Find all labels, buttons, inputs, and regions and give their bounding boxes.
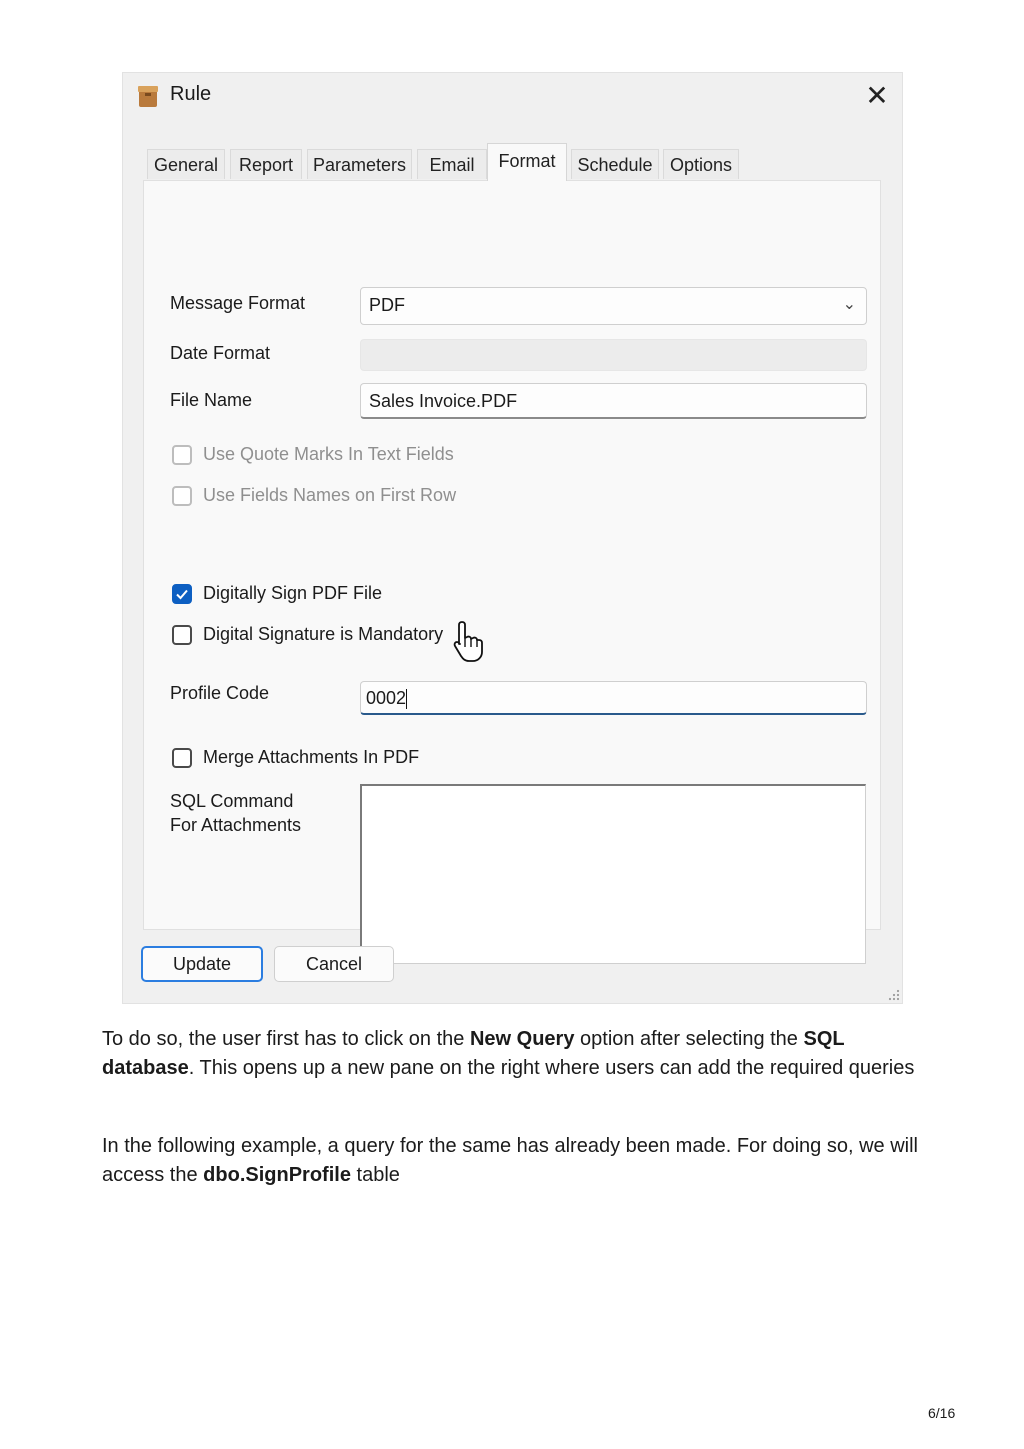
- page-number: 6/16: [928, 1405, 956, 1421]
- close-icon[interactable]: ✕: [865, 80, 889, 111]
- hand-pointer-icon: [452, 620, 488, 664]
- profile-code-value: 0002: [366, 688, 407, 708]
- signature-mandatory-label: Digital Signature is Mandatory: [203, 624, 444, 644]
- para1-text-a: To do so, the user first has to click on the: [102, 1028, 470, 1050]
- message-format-label: Message Format: [170, 293, 306, 313]
- dialog-title: Rule: [170, 83, 212, 105]
- file-name-label: File Name: [170, 390, 253, 410]
- para2-text-c: table: [350, 1164, 400, 1186]
- file-name-input[interactable]: Sales Invoice.PDF: [360, 383, 867, 419]
- tab-schedule[interactable]: Schedule: [571, 149, 659, 179]
- profile-code-input[interactable]: [360, 681, 867, 715]
- tab-report[interactable]: Report: [230, 149, 302, 179]
- use-field-names-checkbox: [172, 486, 192, 506]
- text-caret: [406, 689, 407, 709]
- use-quote-marks-label: Use Quote Marks In Text Fields: [203, 444, 454, 464]
- para2-text-a: In the following example, a query for the same has already been made. For doing so, we will access the: [102, 1135, 918, 1186]
- use-field-names-label: Use Fields Names on First Row: [203, 485, 457, 505]
- cancel-button[interactable]: Cancel: [274, 946, 394, 982]
- digitally-sign-label: Digitally Sign PDF File: [203, 583, 383, 603]
- sql-command-label-line2: For Attachments: [170, 815, 302, 835]
- checkmark-icon: [175, 587, 189, 601]
- para1-text-c: option after selecting the: [574, 1028, 804, 1050]
- sql-command-textarea[interactable]: [360, 784, 866, 964]
- example-paragraph: [102, 1132, 922, 1190]
- sql-command-label: SQL Command: [170, 791, 294, 811]
- merge-attachments-label: Merge Attachments In PDF: [203, 747, 420, 767]
- digitally-sign-checkbox[interactable]: [172, 584, 192, 604]
- use-quote-marks-checkbox: [172, 445, 192, 465]
- message-format-value: PDF: [369, 295, 405, 315]
- rule-dialog: [122, 72, 903, 1004]
- new-query-emphasis: New Query: [469, 1028, 575, 1050]
- format-panel: [143, 180, 881, 930]
- update-button[interactable]: Update: [141, 946, 263, 982]
- sql-database-emphasis: SQL database: [102, 1028, 845, 1079]
- instruction-paragraph: [102, 1025, 922, 1083]
- chevron-down-icon: ⌄: [842, 296, 856, 313]
- box-app-icon: [135, 83, 161, 109]
- tab-format[interactable]: Format: [487, 143, 567, 181]
- sign-profile-emphasis: dbo.SignProfile: [203, 1164, 351, 1186]
- merge-attachments-checkbox[interactable]: [172, 748, 192, 768]
- resize-grip-icon[interactable]: [886, 987, 900, 1001]
- para1-text-e: . This opens up a new pane on the right where users can add the required queries: [188, 1057, 915, 1079]
- date-format-label: Date Format: [170, 343, 271, 363]
- title-bar[interactable]: [123, 73, 902, 119]
- tab-email[interactable]: Email: [417, 149, 487, 179]
- date-format-field: [360, 339, 867, 371]
- tab-general[interactable]: General: [147, 149, 225, 179]
- message-format-select[interactable]: [360, 287, 867, 325]
- tab-parameters[interactable]: Parameters: [307, 149, 412, 179]
- signature-mandatory-checkbox[interactable]: [172, 625, 192, 645]
- profile-code-label: Profile Code: [170, 683, 270, 703]
- tab-options[interactable]: Options: [663, 149, 739, 179]
